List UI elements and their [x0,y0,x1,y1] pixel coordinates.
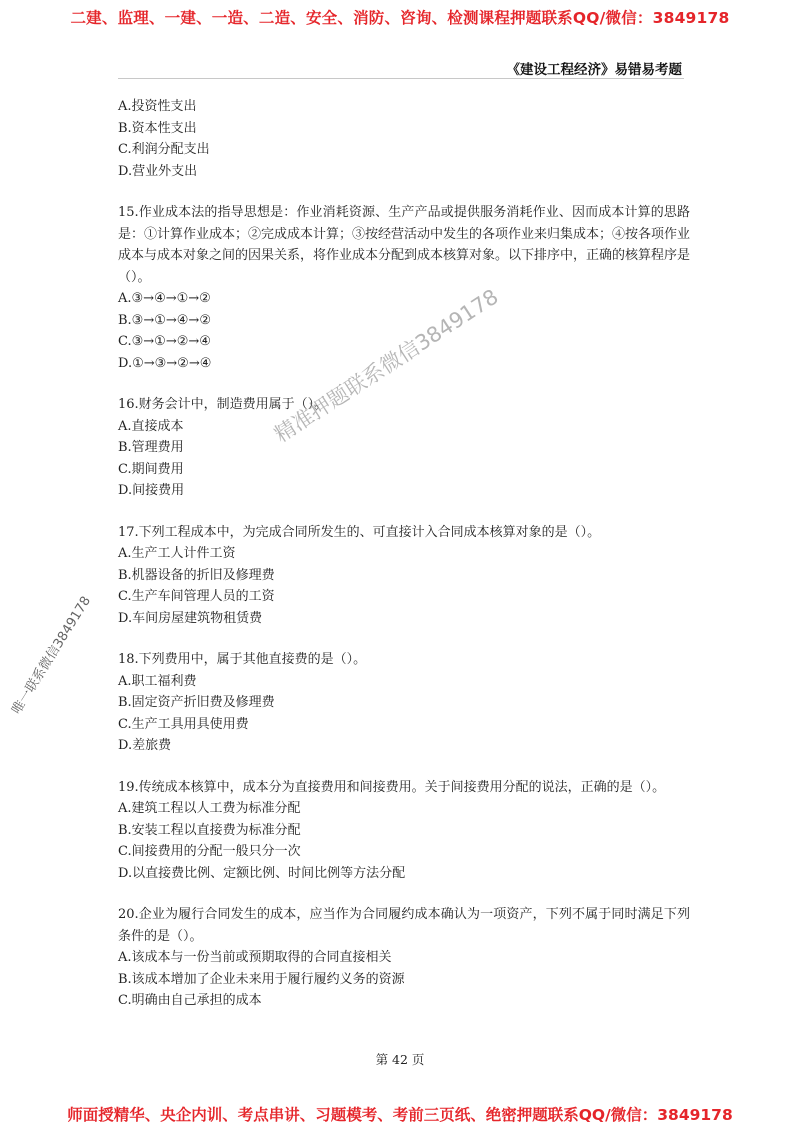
question-14-tail [118,96,690,182]
option-c: C.利润分配支出 [118,142,210,157]
option-b: B.机器设备的折旧及修理费 [118,567,275,583]
option-a: A.建筑工程以人工费为标准分配 [118,801,301,816]
side-watermark: 唯一联系微信3849178 [9,593,95,718]
option-b: B.③→①→④→② [118,312,211,328]
option-c: C.间接费用的分配一般只分一次 [118,844,301,859]
option-a: A.直接成本 [118,418,184,434]
question-stem: 20.企业为履行合同发生的成本，应当作为合同履约成本确认为一项资产，下列不属于同时满足下列条件的是（）。 [118,907,690,944]
question-18 [118,649,690,757]
option-b: B.安装工程以直接费为标准分配 [118,822,301,838]
question-20 [118,904,690,1012]
question-stem: 18.下列费用中，属于其他直接费的是（）。 [118,652,367,667]
option-c: C.③→①→②→④ [118,334,211,349]
bottom-promo-banner: 师面授精华、央企内训、考点串讲、习题模考、考前三页纸、绝密押题联系QQ/微信：3849178 [67,1106,733,1124]
option-a: A.生产工人计件工资 [118,546,236,561]
option-c: C.生产车间管理人员的工资 [118,589,275,604]
center-watermark: 精准押题联系微信3849178 [270,284,503,448]
header-rule [118,78,684,79]
option-b: B.该成本增加了企业未来用于履行履约义务的资源 [118,971,405,987]
top-promo-banner: 二建、监理、一建、一造、二造、安全、消防、咨询、检测课程押题联系QQ/微信：3849178 [70,9,730,27]
question-17 [118,522,690,630]
option-b: B.资本性支出 [118,120,197,136]
question-19 [118,777,690,885]
question-16 [118,394,690,502]
question-stem: 15.作业成本法的指导思想是：作业消耗资源、生产产品或提供服务消耗作业、因而成本计算的思路是：①计算作业成本；②完成成本计算；③按经营活动中发生的各项作业来归集成本；④按各项作业成本与成本对象之间的因果关系，将作业成本分配到成本核算对象。以下排序中，正确的核算程序是（）。 [118,205,691,285]
option-a: A.该成本与一份当前或预期取得的合同直接相关 [118,950,392,965]
option-a: A.职工福利费 [118,673,197,689]
question-stem: 19.传统成本核算中，成本分为直接费用和间接费用。关于间接费用分配的说法，正确的是（）。 [118,779,666,795]
option-d: D.差旅费 [118,738,172,753]
option-d: D.间接费用 [118,483,185,498]
option-c: C.明确由自己承担的成本 [118,993,262,1008]
option-d: D.①→③→②→④ [118,355,212,371]
page-number: 第 42 页 [375,1052,425,1067]
option-b: B.管理费用 [118,440,184,455]
question-stem: 16.财务会计中，制造费用属于（）。 [118,397,328,412]
option-c: C.生产工具用具使用费 [118,716,249,732]
option-d: D.以直接费比例、定额比例、时间比例等方法分配 [118,865,406,881]
running-header-title: 《建设工程经济》易错易考题 [506,62,682,78]
option-a: A.③→④→①→② [118,291,211,306]
option-d: D.车间房屋建筑物租赁费 [118,610,263,626]
option-d: D.营业外支出 [118,163,198,179]
option-a: A.投资性支出 [118,99,197,114]
option-b: B.固定资产折旧费及修理费 [118,695,275,710]
question-list [118,96,690,1032]
question-stem: 17.下列工程成本中，为完成合同所发生的、可直接计入合同成本核算对象的是（）。 [118,524,601,540]
option-c: C.期间费用 [118,461,184,477]
